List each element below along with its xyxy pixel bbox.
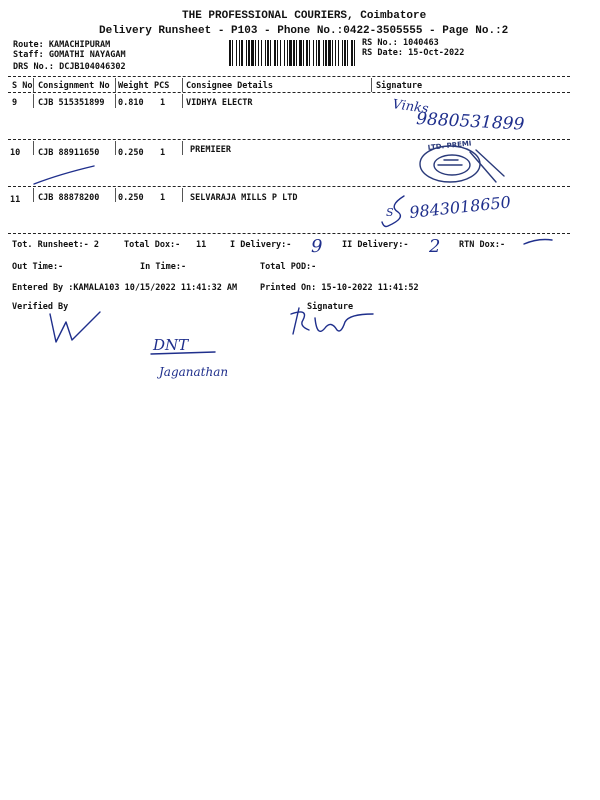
barcode-bar	[258, 40, 259, 66]
row-11-consignee: SELVARAJA MILLS P LTD	[190, 193, 298, 203]
i-delivery-handwritten	[305, 232, 345, 256]
barcode-bar	[335, 40, 336, 66]
entered-by: Entered By :KAMALA103 10/15/2022 11:41:32 AM	[12, 283, 238, 293]
barcode-bar	[328, 40, 331, 66]
row-9-signature-name: Vinks	[391, 97, 430, 118]
row-11-sno: 11	[10, 195, 21, 205]
barcode-bar	[267, 40, 269, 66]
row-10-consignment: CJB 88911650	[38, 148, 100, 158]
staff-value: GOMATHI NAYAGAM	[48, 50, 126, 60]
rtn-dox-mark	[520, 232, 560, 252]
staff-info	[13, 50, 126, 60]
row-11-pcs: 1	[160, 193, 166, 203]
row-9-sno: 9	[12, 98, 18, 108]
col-divider	[33, 94, 34, 108]
row-9-consignment: CJB 515351899	[38, 98, 105, 108]
col-divider	[33, 188, 34, 202]
row-9-signature	[390, 94, 560, 134]
col-consignment: Consignment No	[38, 81, 110, 91]
barcode-bar	[293, 40, 295, 66]
row-9-consignee: VIDHYA ELECTR	[186, 98, 253, 108]
barcode-bar	[261, 40, 262, 66]
company-title: THE PROFESSIONAL COURIERS, Coimbatore	[182, 10, 427, 22]
col-divider	[115, 94, 116, 108]
total-runsheet: Tot. Runsheet:- 2	[12, 240, 99, 250]
route-value: KAMACHIPURAM	[48, 40, 111, 50]
runsheet-title: Delivery Runsheet - P103 - Phone No.:0422-3505555 - Page No.:2	[99, 25, 509, 37]
staff-label: Staff:	[13, 50, 44, 60]
out-time: Out Time:-	[12, 262, 64, 272]
col-divider	[33, 78, 34, 92]
barcode-bar	[270, 40, 271, 66]
consignee-stamp	[400, 132, 510, 192]
i-delivery-label: I Delivery:-	[230, 240, 292, 250]
table-bottom-rule	[8, 233, 570, 234]
col-signature: Signature	[376, 81, 423, 91]
col-divider	[182, 188, 183, 202]
barcode-bar	[284, 40, 285, 66]
barcode-bar	[313, 40, 314, 66]
row-9-weight: 0.810	[118, 98, 144, 108]
barcode-bar	[296, 40, 297, 66]
row-9-pcs: 1	[160, 98, 166, 108]
total-dox-label: Total Dox:-	[124, 240, 181, 250]
row-11-signature	[380, 192, 530, 232]
rs-no-value: 1040463	[402, 38, 439, 48]
barcode-bar	[251, 40, 254, 66]
row-10-tick-mark	[30, 160, 100, 190]
row-11-signature-initial: S	[386, 206, 394, 219]
barcode-bar	[347, 40, 348, 66]
total-pod: Total POD:-	[260, 262, 317, 272]
ii-delivery-handwritten	[425, 232, 465, 256]
i-delivery-value: 9	[311, 236, 323, 257]
barcode-bar	[323, 40, 324, 66]
barcode-bar	[280, 40, 281, 66]
col-divider	[33, 141, 34, 155]
drs-label: DRS No.:	[13, 62, 54, 72]
stamp-text: LTD. PREMI	[427, 139, 472, 152]
verified-by: Verified By	[12, 302, 69, 312]
staff-name-scribble: Jaganathan	[159, 365, 229, 379]
col-divider	[371, 78, 372, 92]
drs-info	[13, 62, 126, 72]
barcode-bar	[232, 40, 233, 66]
barcode-bar	[246, 40, 247, 66]
rs-date-info	[362, 48, 464, 58]
barcode-bar	[289, 40, 292, 66]
col-divider	[115, 141, 116, 155]
rs-no-info	[362, 38, 439, 48]
row-10-consignee: PREMIEER	[190, 145, 231, 155]
col-weight: Weight	[118, 81, 149, 91]
header-bottom-rule	[8, 92, 570, 93]
barcode-bar	[325, 40, 327, 66]
row-9-phone: 9880531899	[415, 109, 525, 135]
total-dox-value: 11	[196, 240, 207, 250]
barcode-bar	[274, 40, 276, 66]
rtn-dox-label: RTN Dox:-	[459, 240, 506, 250]
barcode-bar	[239, 40, 240, 66]
col-divider	[182, 141, 183, 155]
col-divider	[115, 78, 116, 92]
barcode-bar	[241, 40, 243, 66]
col-consignee: Consignee Details	[186, 81, 273, 91]
staff-signature	[285, 304, 385, 344]
signature-label: Signature	[307, 302, 354, 312]
barcode-bar	[229, 40, 231, 66]
route-label: Route:	[13, 40, 44, 50]
barcode-bar	[248, 40, 250, 66]
route-info	[13, 40, 110, 50]
rs-no-label: RS No.:	[362, 38, 398, 48]
rs-date-value: 15-Oct-2022	[408, 48, 465, 58]
row-10-pcs: 1	[160, 148, 166, 158]
barcode-bar	[303, 40, 304, 66]
barcode-bar	[332, 40, 333, 66]
barcode-bar	[299, 40, 302, 66]
barcode-bar	[255, 40, 256, 66]
header-top-rule	[8, 76, 570, 77]
col-sno: S No	[12, 81, 33, 91]
barcode-bar	[309, 40, 310, 66]
verifier-signature	[40, 308, 110, 348]
col-divider	[182, 94, 183, 108]
barcode-bar	[354, 40, 355, 66]
barcode-bar	[236, 40, 237, 66]
barcode-bar	[344, 40, 346, 66]
drs-value: DCJB104046302	[59, 62, 126, 72]
barcode	[229, 40, 355, 66]
barcode-bar	[265, 40, 266, 66]
printed-on: Printed On: 15-10-2022 11:41:52	[260, 283, 419, 293]
staff-name-handwritten	[145, 330, 295, 385]
rs-date-label: RS Date:	[362, 48, 403, 58]
row-10-sno: 10	[10, 148, 21, 158]
ii-delivery-label: II Delivery:-	[342, 240, 409, 250]
barcode-bar	[338, 40, 339, 66]
row-11-weight: 0.250	[118, 193, 144, 203]
col-pcs: PCS	[154, 81, 170, 91]
barcode-bar	[306, 40, 308, 66]
row-11-phone: 9843018650	[408, 192, 512, 222]
barcode-bar	[351, 40, 353, 66]
ii-delivery-value: 2	[429, 236, 441, 257]
in-time: In Time:-	[140, 262, 187, 272]
barcode-bar	[342, 40, 343, 66]
barcode-bar	[287, 40, 288, 66]
row-10-weight: 0.250	[118, 148, 144, 158]
barcode-bar	[316, 40, 317, 66]
col-divider	[115, 188, 116, 202]
staff-initials: DNT	[153, 336, 189, 354]
row-11-consignment: CJB 88878200	[38, 193, 100, 203]
barcode-bar	[277, 40, 278, 66]
barcode-bar	[318, 40, 320, 66]
col-divider	[182, 78, 183, 92]
